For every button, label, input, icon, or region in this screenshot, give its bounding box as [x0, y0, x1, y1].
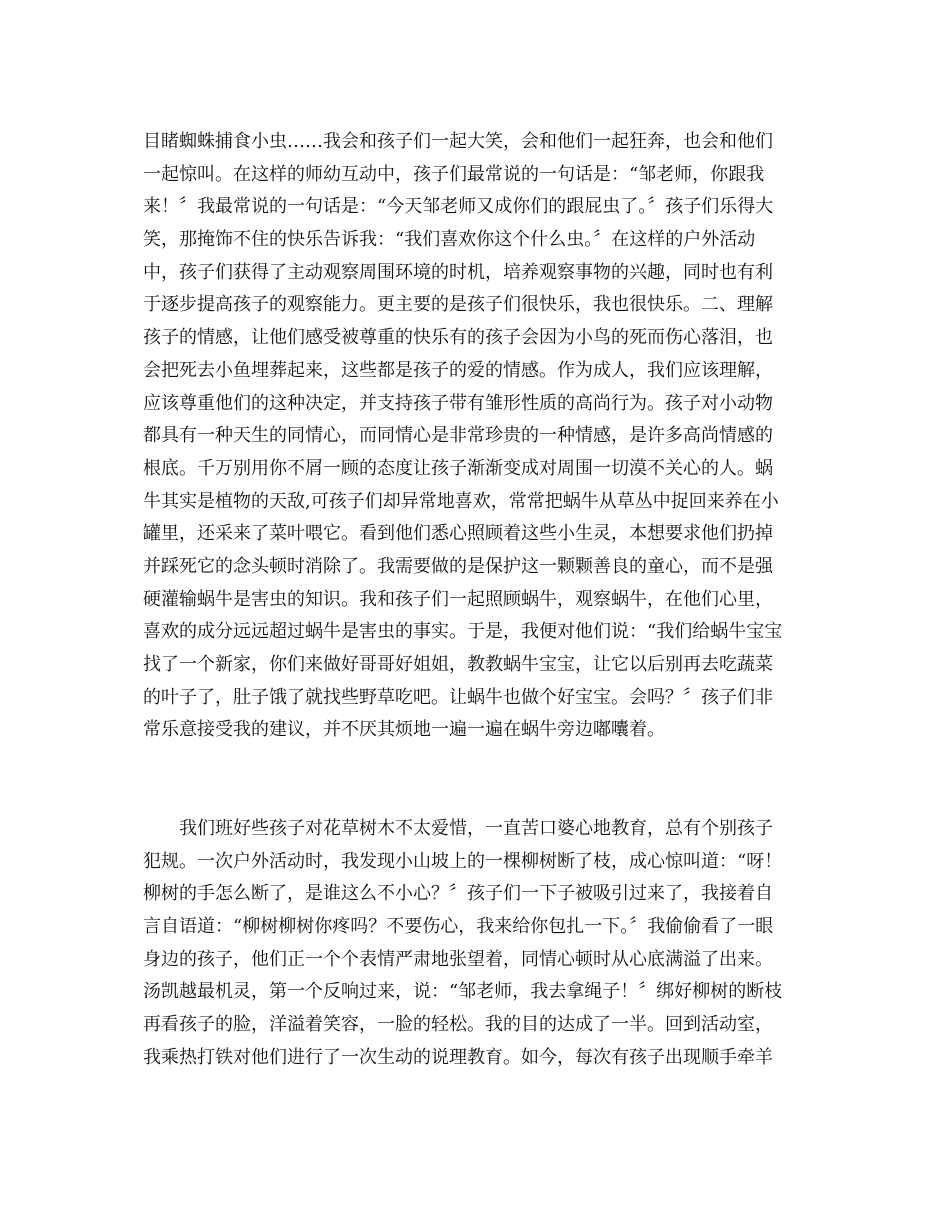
text-line: 罐里，还采来了菜叶喂它。看到他们悉心照顾着这些小生灵，本想要求他们扔掉: [143, 523, 773, 545]
text-line: 牛其实是植物的天敌,可孩子们却异常地喜欢，常常把蜗牛从草丛中捉回来养在小: [143, 490, 779, 512]
paragraph-1: [143, 126, 807, 747]
text-line: 的叶子了，肚子饿了就找些野草吃吧。让蜗牛也做个好宝宝。会吗？〞孩子们非: [143, 686, 773, 708]
text-line: 再看孩子的脸，洋溢着笑容，一脸的轻松。我的目的达成了一半。回到活动室，: [143, 1014, 773, 1036]
text-line: 常乐意接受我的建议，并不厌其烦地一遍一遍在蜗牛旁边嘟囔着。: [143, 719, 665, 741]
text-line: 目睹蜘蛛捕食小虫……我会和孩子们一起大笑，会和他们一起狂奔，也会和他们: [143, 131, 773, 152]
text-line: 汤凯越最机灵，第一个反响过来，说：“邹老师，我去拿绳子！〞绑好柳树的断枝: [143, 981, 783, 1003]
text-line: 根底。千万别用你不屑一顾的态度让孩子渐渐变成对周围一切漠不关心的人。蜗: [143, 457, 773, 479]
text-line: 找了一个新家，你们来做好哥哥好姐姐，教教蜗牛宝宝，让它以后别再去吃蔬菜: [143, 654, 773, 675]
text-line: 身边的孩子，他们正一个个表情严肃地张望着，同情心顿时从心底满溢了出来。: [143, 948, 773, 970]
text-line: 笑，那掩饰不住的快乐告诉我：“我们喜欢你这个什么虫。〞在这样的户外活动: [143, 229, 756, 251]
text-line: 我们班好些孩子对花草树木不太爱惜，一直苦口婆心地教育，总有个别孩子: [143, 818, 773, 839]
text-line: 言自语道：“柳树柳树你疼吗？不要伤心，我来给你包扎一下。〞我偷偷看了一眼: [143, 916, 774, 938]
text-line: 我乘热打铁对他们进行了一次生动的说理教育。如今，每次有孩子出现顺手牵羊: [143, 1046, 773, 1068]
text-line: 硬灌输蜗牛是害虫的知识。我和孩子们一起照顾蜗牛，观察蜗牛，在他们心里，: [143, 588, 773, 610]
text-line: 孩子的情感，让他们感受被尊重的快乐有的孩子会因为小鸟的死而伤心落泪，也: [143, 327, 773, 349]
text-line: 喜欢的成分远远超过蜗牛是害虫的事实。于是，我便对他们说：“我们给蜗牛宝宝: [143, 621, 783, 643]
text-line: 一起惊叫。在这样的师幼互动中，孩子们最常说的一句话是：“邹老师，你跟我: [143, 163, 765, 185]
text-line: 中，孩子们获得了主动观察周围环境的时机，培养观察事物的兴趣，同时也有利: [143, 261, 773, 283]
text-line: 犯规。一次户外活动时，我发现小山坡上的一棵柳树断了枝，成心惊叫道：“呀！: [143, 850, 783, 872]
text-line: 于逐步提高孩子的观察能力。更主要的是孩子们很快乐，我也很快乐。二、理解: [143, 294, 773, 316]
text-line: 来！〞我最常说的一句话是：“今天邹老师又成你们的跟屁虫了。〞孩子们乐得大: [143, 196, 774, 218]
text-line: 应该尊重他们的这种决定，并支持孩子带有雏形性质的高尚行为。孩子对小动物: [143, 392, 773, 414]
text-line: 都具有一种天生的同情心，而同情心是非常珍贵的一种情感，是许多高尚情感的: [143, 425, 773, 447]
paragraph-2: [143, 813, 807, 1075]
text-line: 会把死去小鱼埋葬起来，这些都是孩子的爱的情感。作为成人，我们应该理解，: [143, 359, 773, 381]
text-line: 柳树的手怎么断了，是谁这么不小心？〞孩子们一下子被吸引过来了，我接着自: [143, 883, 773, 905]
text-line: 并踩死它的念头顿时消除了。我需要做的是保护这一颗颗善良的童心，而不是强: [143, 555, 773, 577]
